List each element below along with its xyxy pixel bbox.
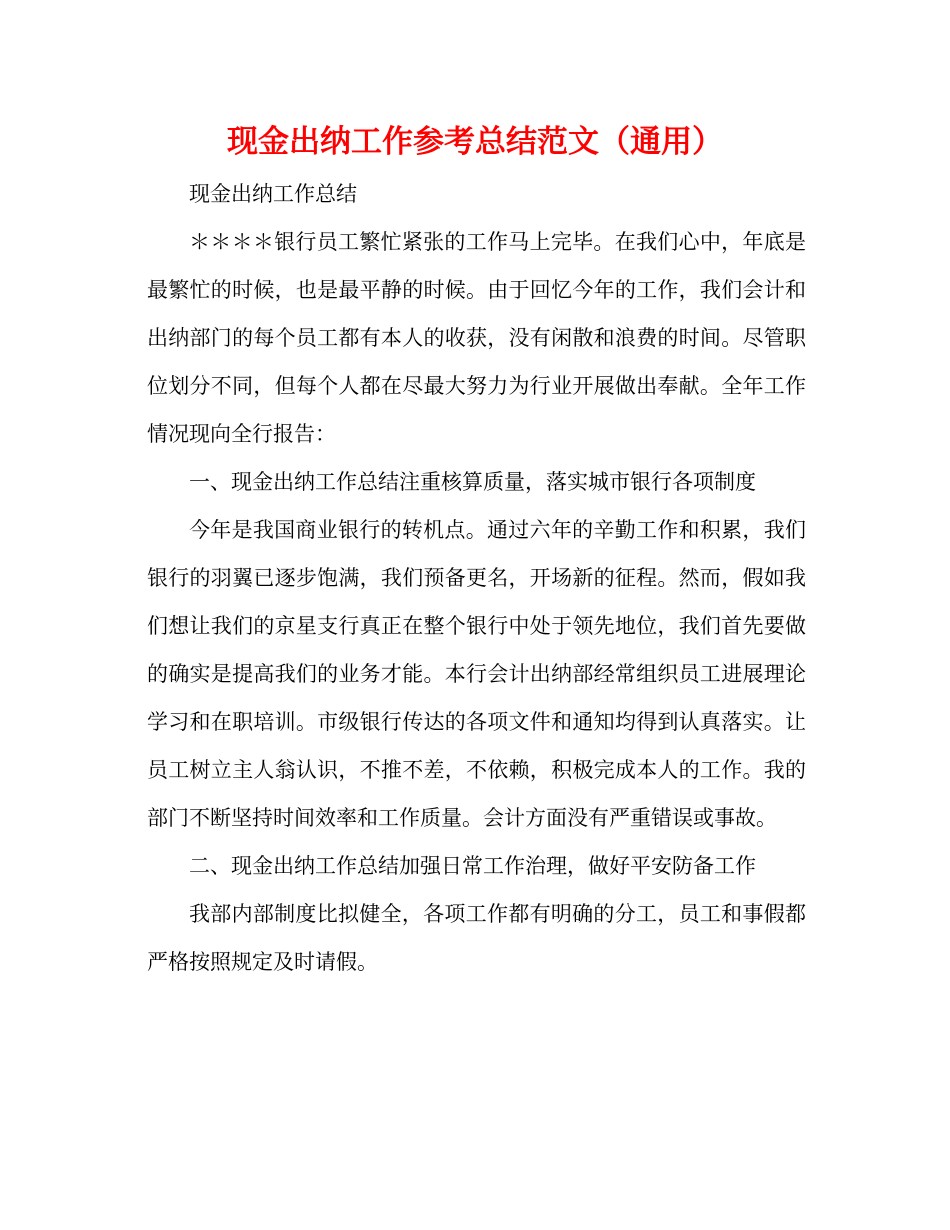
- paragraph-intro: ＊＊＊＊银行员工繁忙紧张的工作马上完毕。在我们心中，年底是最繁忙的时候，也是最平静的时候。由于回忆今年的工作，我们会计和出纳部门的每个员工都有本人的收获，没有闲散和浪费的时间。尽管职位划分不同，但每个人都在尽最大努力为行业开展做出奉献。全年工作情况现向全行报告：: [147, 230, 806, 446]
- document-title: 现金出纳工作参考总结范文（通用）: [227, 124, 723, 160]
- paragraph-subtitle: 现金出纳工作总结: [189, 182, 357, 206]
- section-heading-1: 一、现金出纳工作总结注重核算质量，落实城市银行各项制度: [189, 470, 756, 494]
- section-heading-2: 二、现金出纳工作总结加强日常工作治理，做好平安防备工作: [189, 854, 756, 878]
- paragraph-section-1: 今年是我国商业银行的转机点。通过六年的辛勤工作和积累，我们银行的羽翼已逐步饱满，我们预备更名，开场新的征程。然而，假如我们想让我们的京星支行真正在整个银行中处于领先地位，我们首先要做的确实是提高我们的业务才能。本行会计出纳部经常组织员工进展理论学习和在职培训。市级银行传达的各项文件和通知均得到认真落实。让员工树立主人翁认识，不推不差，不依赖，积极完成本人的工作。我的部门不断坚持时间效率和工作质量。会计方面没有严重错误或事故。: [147, 518, 806, 830]
- paragraph-section-2: 我部内部制度比拟健全，各项工作都有明确的分工，员工和事假都严格按照规定及时请假。: [147, 902, 806, 974]
- document-body: [147, 170, 806, 986]
